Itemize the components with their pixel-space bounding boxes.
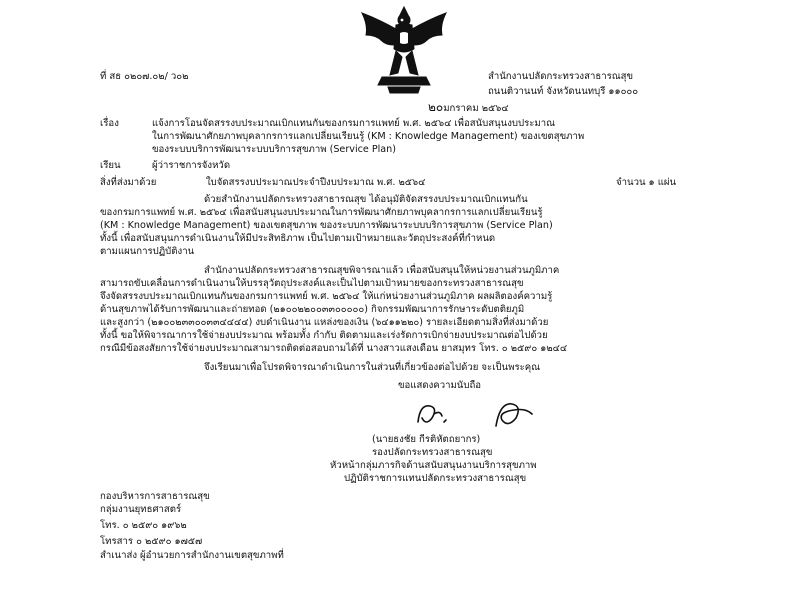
- office-address: ถนนติวานนท์ จังหวัดนนทบุรี ๑๑๐๐๐: [488, 86, 639, 97]
- garuda-emblem-icon: [358, 5, 450, 95]
- reference-number: ที่ สธ ๐๒๐๗.๐๒/ ว๐๒: [100, 71, 189, 82]
- para2-line-3: จึงจัดสรรงบประมาณเบิกแทนกันของกรมการแพทย์ พ.ศ. ๒๕๖๔ ให้แก่หน่วยงานส่วนภูมิภาค ผลผลิตองค์ความรู้: [100, 291, 553, 302]
- para1-line-3: (KM : Knowledge Management) ของเขตสุขภาพ ของระบบการพัฒนาระบบบริการสุขภาพ (Service Plan): [100, 220, 553, 231]
- para1-line-5: ตามแผนการปฏิบัติงาน: [100, 246, 195, 257]
- para2-line-7: กรณีมีข้อสงสัยการใช้จ่ายงบประมาณสามารถติดต่อสอบถามได้ที่ นางสาวแสงเดือน ยาสมุทร โทร. ๐ ๒๕๙๐ ๑๒๔๔: [100, 343, 568, 354]
- para2-line-4: ด้านสุขภาพได้รับการพัฒนาและถ่ายทอด (๒๑๐๐๒๒๐๐๓๓๐๐๐๐๐) กิจกรรมพัฒนาการรักษาระดับตติยภูมิ: [100, 304, 525, 315]
- para1-line-1: ด้วยสำนักงานปลัดกระทรวงสาธารณสุข ได้อนุมัติจัดสรรงบประมาณเบิกแทนกัน: [204, 194, 528, 205]
- office-name: สำนักงานปลัดกระทรวงสาธารณสุข: [488, 71, 634, 82]
- signer-title-1: รองปลัดกระทรวงสาธารณสุข: [372, 447, 493, 458]
- subject-line-1: แจ้งการโอนจัดสรรงบประมาณเบิกแทนกันของกรมการแพทย์ พ.ศ. ๒๕๖๔ เพื่อสนับสนุนงบประมาณ: [152, 118, 556, 129]
- para1-line-4: ทั้งนี้ เพื่อสนับสนุนการดำเนินงานให้มีประสิทธิภาพ เป็นไปตามเป้าหมายและวัตถุประสงค์ที่กำหนด: [100, 233, 496, 244]
- para1-line-2: ของกรมการแพทย์ พ.ศ. ๒๕๖๔ เพื่อสนับสนุนงบประมาณในการพัฒนาศักยภาพบุคลากรการแลกเปลี่ยนเรียนรู้: [100, 207, 543, 218]
- letter-date: [428, 101, 509, 115]
- subject-label: เรื่อง: [100, 118, 119, 129]
- footer-division: กลุ่มงานยุทธศาสตร์: [100, 504, 182, 515]
- to-value: ผู้ว่าราชการจังหวัด: [152, 160, 231, 171]
- para3: จึงเรียนมาเพื่อโปรดพิจารณาดำเนินการในส่วนที่เกี่ยวข้องต่อไปด้วย จะเป็นพระคุณ: [204, 362, 541, 373]
- subject-line-3: ของระบบบริการพัฒนาระบบบริการสุขภาพ (Service Plan): [152, 144, 396, 155]
- date-month-year: มกราคม ๒๕๖๔: [443, 103, 509, 114]
- to-label: เรียน: [100, 160, 121, 171]
- signer-title-2: หัวหน้ากลุ่มภารกิจด้านสนับสนุนงานบริการสุขภาพ: [330, 460, 537, 471]
- para2-line-6: ทั้งนี้ ขอให้พิจารณาการใช้จ่ายงบประมาณ พร้อมทั้ง กำกับ ติดตามและเร่งรัดการเบิกจ่ายงบประมาณต่อไปด้วย: [100, 330, 548, 341]
- para2-line-2: สามารถขับเคลื่อนการดำเนินงานให้บรรลุวัตถุประสงค์และเป็นไปตามเป้าหมายของกระทรวงสาธารณสุข: [100, 278, 524, 289]
- enclosure-label: สิ่งที่ส่งมาด้วย: [100, 177, 157, 188]
- enclosure-quantity: จำนวน ๑ แผ่น: [616, 177, 677, 188]
- para2-line-5: และสูงกว่า (๒๑๐๐๒๓๓๐๐๓๓๔๔๔๔) งบดำเนินงาน แหล่งของเงิน (๖๔๑๑๒๒๐) รายละเอียดตามสิ่งที่ส่งมาด้วย: [100, 317, 549, 328]
- para2-line-1: สำนักงานปลัดกระทรวงสาธารณสุขพิจารณาแล้ว เพื่อสนับสนุนให้หน่วยงานส่วนภูมิภาค: [204, 265, 560, 276]
- footer-fax: โทรสาร ๐ ๒๕๙๐ ๑๗๕๗: [100, 536, 203, 547]
- enclosure-value: ใบจัดสรรงบประมาณประจำปีงบประมาณ พ.ศ. ๒๕๖๔: [206, 177, 426, 188]
- footer-copy-to: สำเนาส่ง ผู้อำนวยการสำนักงานเขตสุขภาพที่: [100, 550, 284, 561]
- signature-image: [404, 396, 544, 430]
- footer-department: กองบริหารการสาธารณสุข: [100, 491, 210, 502]
- subject-line-2: ในการพัฒนาศักยภาพบุคลากรการแลกเปลี่ยนเรียนรู้ (KM : Knowledge Management) ของเขตสุขภาพ: [152, 131, 585, 142]
- signer-title-3: ปฏิบัติราชการแทนปลัดกระทรวงสาธารณสุข: [344, 473, 527, 484]
- signer-name: (นายธงชัย กีรติหัตถยากร): [372, 434, 481, 445]
- footer-phone: โทร. ๐ ๒๕๙๐ ๑๙๖๒: [100, 520, 187, 531]
- date-day: ๒๐: [428, 100, 444, 114]
- closing: ขอแสดงความนับถือ: [398, 380, 482, 391]
